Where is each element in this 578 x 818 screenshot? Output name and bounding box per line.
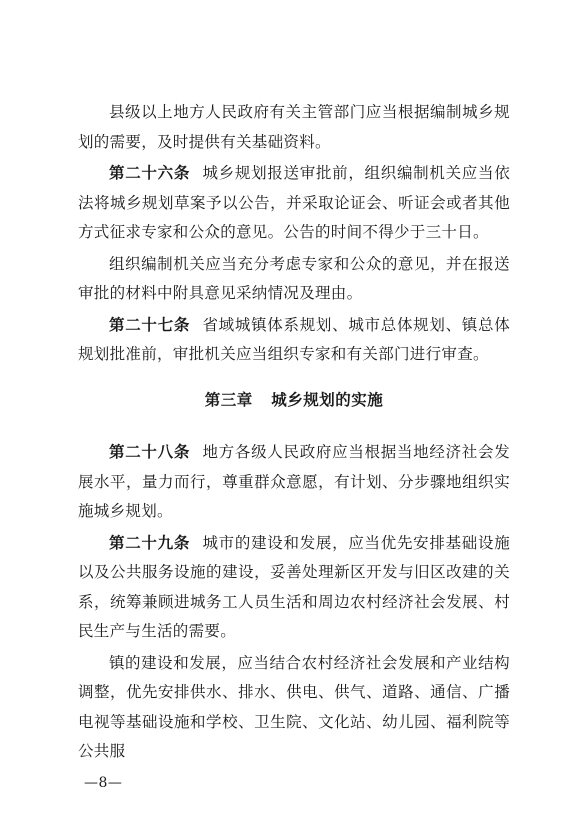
article-26	[78, 159, 510, 248]
article-28-number: 第二十八条	[109, 443, 191, 461]
text-block-upper	[78, 98, 510, 370]
paragraph-basic-data: 县级以上地方人民政府有关主管部门应当根据编制城乡规划的需要，及时提供有关基础资料。	[78, 103, 510, 151]
paragraph-expert-opinion: 组织编制机关应当充分考虑专家和公众的意见，并在报送审批的材料中附具意见采纳情况及理由。	[78, 254, 510, 302]
article-28	[78, 438, 510, 527]
chapter-number: 第三章	[204, 391, 253, 409]
article-29	[78, 529, 510, 647]
article-26-text: 城乡规划报送审批前，组织编制机关应当依法将城乡规划草案予以公告，并采取论证会、听证会或者其他方式征求专家和公众的意见。公告的时间不得少于三十日。	[78, 164, 510, 241]
paragraph-town-construction: 镇的建设和发展，应当结合农村经济社会发展和产业结构调整，优先安排供水、排水、供电、供气、道路、通信、广播电视等基础设施和学校、卫生院、文化站、幼儿园、福利院等公共服	[78, 653, 510, 760]
page-number: —8—	[84, 775, 123, 791]
article-28-text: 地方各级人民政府应当根据当地经济社会发展水平，量力而行，尊重群众意愿，有计划、分步骤地组织实施城乡规划。	[78, 443, 510, 520]
chapter-heading	[78, 388, 510, 410]
article-27-number: 第二十七条	[109, 315, 191, 334]
article-29-number: 第二十九条	[109, 533, 191, 552]
article-27-text: 省域城镇体系规划、城市总体规划、镇总体规划批准前，审批机关应当组织专家和有关部门进行审查。	[78, 315, 510, 363]
chapter-title: 城乡规划的实施	[271, 391, 384, 409]
text-block-lower	[78, 438, 510, 767]
article-29-text: 城市的建设和发展，应当优先安排基础设施以及公共服务设施的建设，妥善处理新区开发与旧区改建的关系，统筹兼顾进城务工人员生活和周边农村经济社会发展、村民生产与生活的需要。	[78, 533, 510, 640]
article-27	[78, 311, 510, 370]
article-26-number: 第二十六条	[109, 164, 191, 182]
